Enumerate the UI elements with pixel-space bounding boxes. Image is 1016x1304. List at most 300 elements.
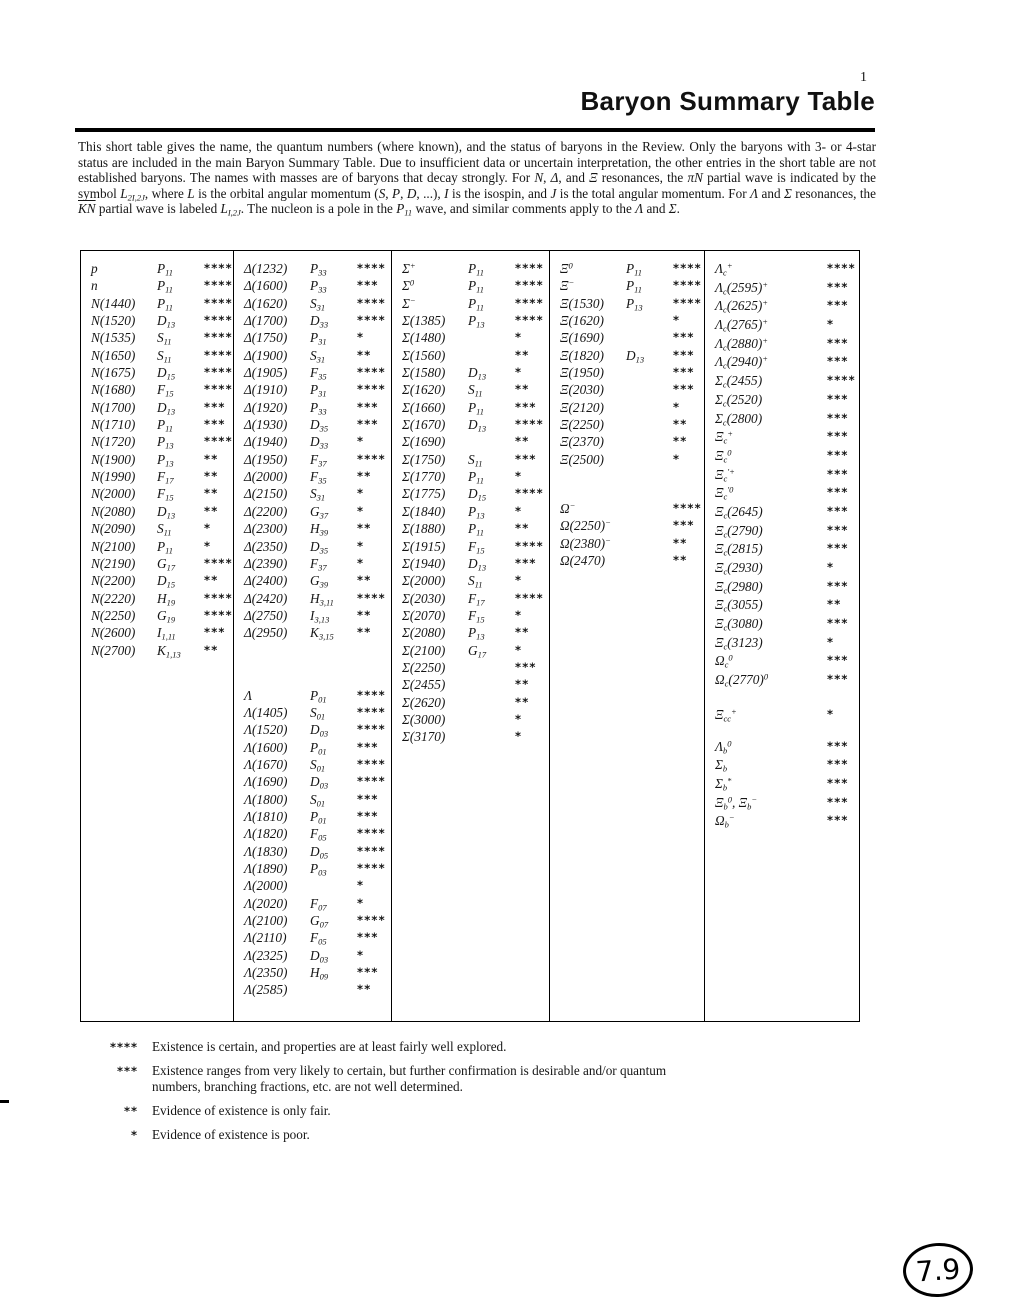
partial-wave: $P_{11}$ [157,417,173,434]
partial-wave: $P_{11}$ [626,261,642,278]
partial-wave: $P_{13}$ [468,625,485,642]
status-stars: ** [204,642,219,657]
particle-name: Δ(1700) [244,313,288,329]
table-row [392,313,549,330]
status-stars: **** [515,417,544,432]
particle-name: Σ(2455) [402,677,446,693]
table-row [234,792,391,809]
particle-name: Σ(2070) [402,607,446,623]
status-stars: **** [673,295,702,310]
status-stars: *** [357,399,379,414]
status-stars: **** [515,313,544,328]
particle-name: Λ(1800) [244,791,288,807]
table-row [392,695,549,712]
partial-wave: $F_{17}$ [157,469,174,486]
status-stars: *** [673,365,695,380]
table-row [234,688,391,705]
particle-name: Σ(2100) [402,642,446,658]
status-stars: ** [357,521,372,536]
particle-name: Ω(2250)− [560,517,611,534]
table-row [550,278,704,295]
partial-wave: $P_{01}$ [310,687,327,705]
status-stars: ** [515,434,530,449]
status-stars: * [515,330,523,345]
status-stars: **** [827,373,856,388]
table-row [81,452,233,469]
particle-name: N(1900) [91,451,136,467]
particle-name: Λ(1890) [244,861,288,876]
partial-wave: $P_{11}$ [468,278,484,295]
particle-name: $\Xi_c(2930)$ [715,560,763,577]
status-stars: * [357,538,365,553]
table-row [81,365,233,382]
table-row [81,261,233,278]
status-stars: ** [357,347,372,362]
table-row [392,434,549,451]
partial-wave: $P_{33}$ [310,278,327,295]
table-row [234,365,391,382]
particle-name: Λ(1405) [244,704,288,720]
partial-wave: $P_{33}$ [310,399,327,417]
table-row [705,635,861,654]
status-stars: *** [827,522,849,537]
particle-name: N(1710) [91,417,136,433]
particle-name: $\Xi_c(2815)$ [715,541,763,558]
particle-name: $\Xi_c^+$ [715,428,734,446]
particle-name: $\Xi_c(3123)$ [715,634,763,652]
table-row [81,556,233,573]
column-delta-lambda-baryons [233,251,391,1021]
status-stars: **** [204,330,233,345]
partial-wave: $D_{03}$ [310,947,329,965]
status-stars: ** [357,469,372,484]
legend-text: Evidence of existence is only fair. [152,1102,331,1118]
status-stars: **** [357,861,386,875]
particle-name: N(2250) [91,607,136,623]
status-stars: ** [204,486,219,501]
table-row [234,417,391,434]
table-row [234,573,391,590]
status-stars: **** [357,774,386,789]
table-row [705,411,861,430]
status-stars: *** [357,417,379,432]
particle-name: Δ(1750) [244,330,288,346]
particle-name: $\Sigma_c(2520)$ [715,391,763,409]
table-row [234,348,391,365]
status-stars: * [673,399,681,414]
partial-wave: $D_{05}$ [310,843,329,861]
table-row [234,330,391,347]
status-stars: * [357,330,365,345]
status-stars: ** [357,982,372,997]
status-stars: *** [827,775,849,790]
status-stars: *** [204,399,226,414]
table-row [705,653,861,672]
table-row [234,556,391,573]
particle-name: $\Xi_c(2645)$ [715,503,763,521]
particle-name: Λ(1820) [244,826,288,842]
status-stars: *** [827,298,849,313]
status-stars: ** [357,573,372,588]
status-legend [104,1039,744,1151]
particle-name: Δ(1920) [244,399,288,415]
particle-name: Δ(2200) [244,503,288,519]
partial-wave: $P_{13}$ [468,503,485,521]
particle-name: $\Sigma_b$ [715,757,728,774]
particle-name: Λ(2100) [244,913,288,929]
particle-name: Ξ(2030) [560,382,604,398]
status-stars: *** [827,794,849,809]
status-stars: * [357,555,365,570]
status-stars: **** [515,486,544,501]
partial-wave: $D_{33}$ [310,434,329,451]
particle-name: Δ(1900) [244,347,288,363]
table-row [705,354,861,373]
partial-wave: $F_{05}$ [310,930,327,947]
particle-name: Λ(2325) [244,947,288,963]
table-row [81,504,233,521]
particle-name: Δ(1940) [244,434,288,450]
particle-name: $\Lambda_c(2625)^+$ [715,297,769,315]
particle-name: Σ(2620) [402,694,446,710]
baryon-table [80,250,860,1022]
partial-wave: $S_{11}$ [468,382,483,399]
particle-name: $\Sigma_c(2800)$ [715,410,763,427]
partial-wave: $S_{31}$ [310,486,326,503]
partial-wave: $H_{3,11}$ [310,590,334,608]
particle-name: $\Omega_c^0$ [715,652,733,670]
particle-name: $\Omega_c(2770)^0$ [715,671,769,689]
table-row [705,317,861,336]
status-stars: ** [204,469,219,484]
table-row [234,608,391,625]
partial-wave: $I_{3,13}$ [310,607,330,625]
status-stars: *** [827,429,849,444]
table-row [234,878,391,895]
table-row [705,336,861,355]
partial-wave: $P_{03}$ [310,861,327,878]
status-stars: ** [204,503,219,518]
particle-name: Ξ(2250) [560,417,604,433]
table-row [550,382,704,399]
status-stars: *** [827,757,849,772]
partial-wave: $S_{11}$ [468,451,483,469]
table-row [234,757,391,774]
status-stars: **** [357,826,386,841]
table-row [234,625,391,642]
page-number: 1 [860,70,867,85]
table-row [81,330,233,347]
table-row [234,469,391,486]
status-stars: * [515,642,523,657]
status-stars: **** [204,278,233,293]
table-row [705,541,861,560]
partial-wave: $D_{13}$ [468,417,487,434]
status-stars: **** [357,722,386,737]
particle-name: $\Xi_{cc}^+$ [715,706,737,724]
partial-wave: $P_{11}$ [157,295,173,313]
table-row [234,591,391,608]
status-stars: *** [515,399,537,414]
particle-name: n [91,278,98,294]
status-stars: ** [515,677,530,692]
status-stars: * [515,503,523,518]
table-section [550,261,704,469]
column-n-baryons [81,251,233,1021]
partial-wave: $S_{31}$ [310,295,326,313]
particle-name: Ξ(1690) [560,330,604,346]
partial-wave: $H_{19}$ [157,590,176,608]
particle-name: Σ− [402,295,416,311]
status-stars: * [515,573,523,588]
particle-name: Σ(2030) [402,590,446,606]
partial-wave: $P_{11}$ [468,261,484,278]
particle-name: N(2200) [91,573,136,589]
partial-wave: $S_{31}$ [310,347,326,365]
particle-name: p [91,261,98,276]
table-row [392,539,549,556]
table-row [705,429,861,448]
table-row [705,776,861,795]
status-stars: **** [204,555,233,570]
table-row [234,313,391,330]
status-stars: **** [357,843,386,858]
partial-wave: $S_{11}$ [157,521,172,538]
table-row [234,896,391,913]
particle-name: Λ(1600) [244,739,288,755]
particle-name: Σ(1620) [402,382,446,398]
status-stars: *** [827,653,849,668]
partial-wave: $F_{37}$ [310,555,327,573]
table-row [550,400,704,417]
particle-name: Δ(1930) [244,417,288,433]
status-stars: ** [673,434,688,449]
legend-item [104,1127,744,1143]
partial-wave: $K_{3,15}$ [310,625,334,642]
table-row [550,261,704,278]
table-section [550,501,704,570]
table-row [234,486,391,503]
status-stars: *** [673,330,695,345]
partial-wave: $P_{11}$ [157,278,173,295]
status-stars: *** [827,466,849,481]
table-row [234,965,391,982]
status-stars: **** [357,590,386,605]
particle-name: Δ(2350) [244,538,288,554]
particle-name: $\Lambda_c^+$ [715,260,733,278]
particle-name: $\Xi_c(3080)$ [715,616,763,633]
status-stars: *** [204,417,226,432]
status-stars: **** [204,295,233,310]
particle-name: Ξ(1530) [560,295,604,311]
status-stars: **** [357,313,386,328]
partial-wave: $D_{15}$ [157,365,176,382]
partial-wave: $H_{39}$ [310,521,329,538]
particle-name: $\Xi_c^{'+}$ [715,466,735,484]
status-stars: **** [673,501,702,516]
table-section [705,739,861,832]
particle-name: $\Sigma_c(2455)$ [715,373,763,390]
partial-wave: $P_{11}$ [468,399,484,417]
particle-name: Λ(1520) [244,722,288,738]
status-stars: **** [357,687,386,702]
status-stars: * [827,634,835,649]
partial-wave: $P_{11}$ [157,538,173,555]
partial-wave: $P_{11}$ [626,278,642,295]
particle-name: Σ(2000) [402,573,446,589]
table-row [234,948,391,965]
partial-wave: $F_{15}$ [157,382,174,399]
status-stars: **** [204,434,233,449]
status-stars: **** [204,590,233,605]
particle-name: N(2190) [91,555,136,571]
status-stars: *** [357,808,379,823]
table-row [550,417,704,434]
partial-wave: $G_{07}$ [310,913,329,930]
particle-name: Ξ(1820) [560,347,604,363]
status-stars: *** [357,965,379,980]
status-stars: **** [515,261,544,275]
status-stars: *** [827,391,849,406]
table-row [705,504,861,523]
table-row [234,722,391,739]
status-stars: ** [673,553,688,568]
particle-name: Σ(1560) [402,347,446,363]
partial-wave: $S_{01}$ [310,704,326,722]
particle-name: $\Sigma^0$ [402,277,415,294]
status-stars: *** [827,541,849,556]
partial-wave: $D_{13}$ [157,503,176,521]
table-row [392,625,549,642]
particle-name: N(1990) [91,469,136,485]
status-stars: * [515,729,523,744]
legend-text: Evidence of existence is poor. [152,1126,310,1142]
partial-wave: $D_{13}$ [468,365,487,382]
status-stars: *** [204,625,226,640]
table-row [234,844,391,861]
table-row [81,643,233,660]
particle-name: N(2000) [91,486,136,502]
status-stars: *** [357,930,379,945]
table-row [550,365,704,382]
status-stars: **** [357,365,386,380]
partial-wave: $D_{03}$ [310,722,329,739]
particle-name: N(1675) [91,365,136,381]
page-title: Baryon Summary Table [580,86,875,116]
partial-wave: $P_{11}$ [468,521,484,538]
table-row [705,280,861,299]
status-stars: *** [827,616,849,631]
particle-name: Δ(1910) [244,382,288,398]
table-row [392,521,549,538]
table-row [705,813,861,832]
status-stars: * [827,706,835,721]
particle-name: Σ(2080) [402,625,446,641]
table-row [234,521,391,538]
status-stars: * [515,469,523,484]
particle-name: N(2090) [91,521,136,537]
status-stars: ** [515,347,530,362]
table-row [392,677,549,694]
status-stars: * [673,313,681,328]
table-row [392,382,549,399]
legend-item [104,1063,744,1094]
status-stars: ** [515,382,530,397]
particle-name: N(1520) [91,313,136,329]
particle-name: $\Lambda_c(2940)^+$ [715,353,769,371]
table-section [234,688,391,1000]
table-row [234,400,391,417]
table-row [392,348,549,365]
status-stars: * [357,947,365,962]
status-stars: *** [827,672,849,687]
particle-name: Σ(1690) [402,434,446,450]
partial-wave: $P_{33}$ [310,261,327,278]
table-row [705,392,861,411]
particle-name: Σ(1385) [402,313,446,329]
particle-name: Ξ(1620) [560,313,604,329]
legend-stars: **** [109,1040,138,1054]
column-sigma-baryons [391,251,549,1021]
status-stars: **** [357,756,386,771]
partial-wave: $F_{05}$ [310,826,327,843]
table-row [392,400,549,417]
table-row [81,573,233,590]
table-row [81,313,233,330]
partial-wave: $S_{11}$ [157,347,172,365]
partial-wave: $D_{35}$ [310,538,329,555]
particle-name: Δ(2390) [244,555,288,571]
particle-name: $\Xi_c^{'0}$ [715,484,734,502]
table-row [81,417,233,434]
status-stars: **** [357,704,386,719]
particle-name: Ω(2380)− [560,535,611,551]
status-stars: * [204,521,212,536]
particle-name: Δ(2400) [244,573,288,589]
table-row [550,501,704,518]
particle-name: $\Xi_c(2980)$ [715,578,763,596]
particle-name: Λ(2350) [244,965,288,981]
partial-wave: $G_{17}$ [157,555,176,573]
table-row [234,278,391,295]
particle-name: Σ(2250) [402,659,446,675]
particle-name: N(1700) [91,399,136,415]
table-section [705,261,861,691]
legend-text: Existence is certain, and properties are at least fairly well explored. [152,1039,507,1054]
table-row [705,448,861,467]
table-row [81,625,233,642]
table-row [392,573,549,590]
table-row [550,536,704,553]
particle-name: N(2700) [91,642,136,658]
partial-wave: $F_{15}$ [157,486,174,503]
status-stars: **** [204,313,233,328]
scan-margin-artifact [0,1100,9,1103]
table-row [234,774,391,791]
table-row [81,296,233,313]
particle-name: $\Xi_b^0$, $\Xi_b^-$ [715,794,758,812]
particle-name: Δ(2950) [244,625,288,641]
table-row [81,469,233,486]
status-stars: * [515,365,523,380]
table-row [234,539,391,556]
particle-name: Σ(3170) [402,729,446,745]
particle-name: Λ(1830) [244,843,288,859]
status-stars: ** [515,694,530,709]
table-row [705,739,861,758]
table-row [392,417,549,434]
table-row [81,400,233,417]
